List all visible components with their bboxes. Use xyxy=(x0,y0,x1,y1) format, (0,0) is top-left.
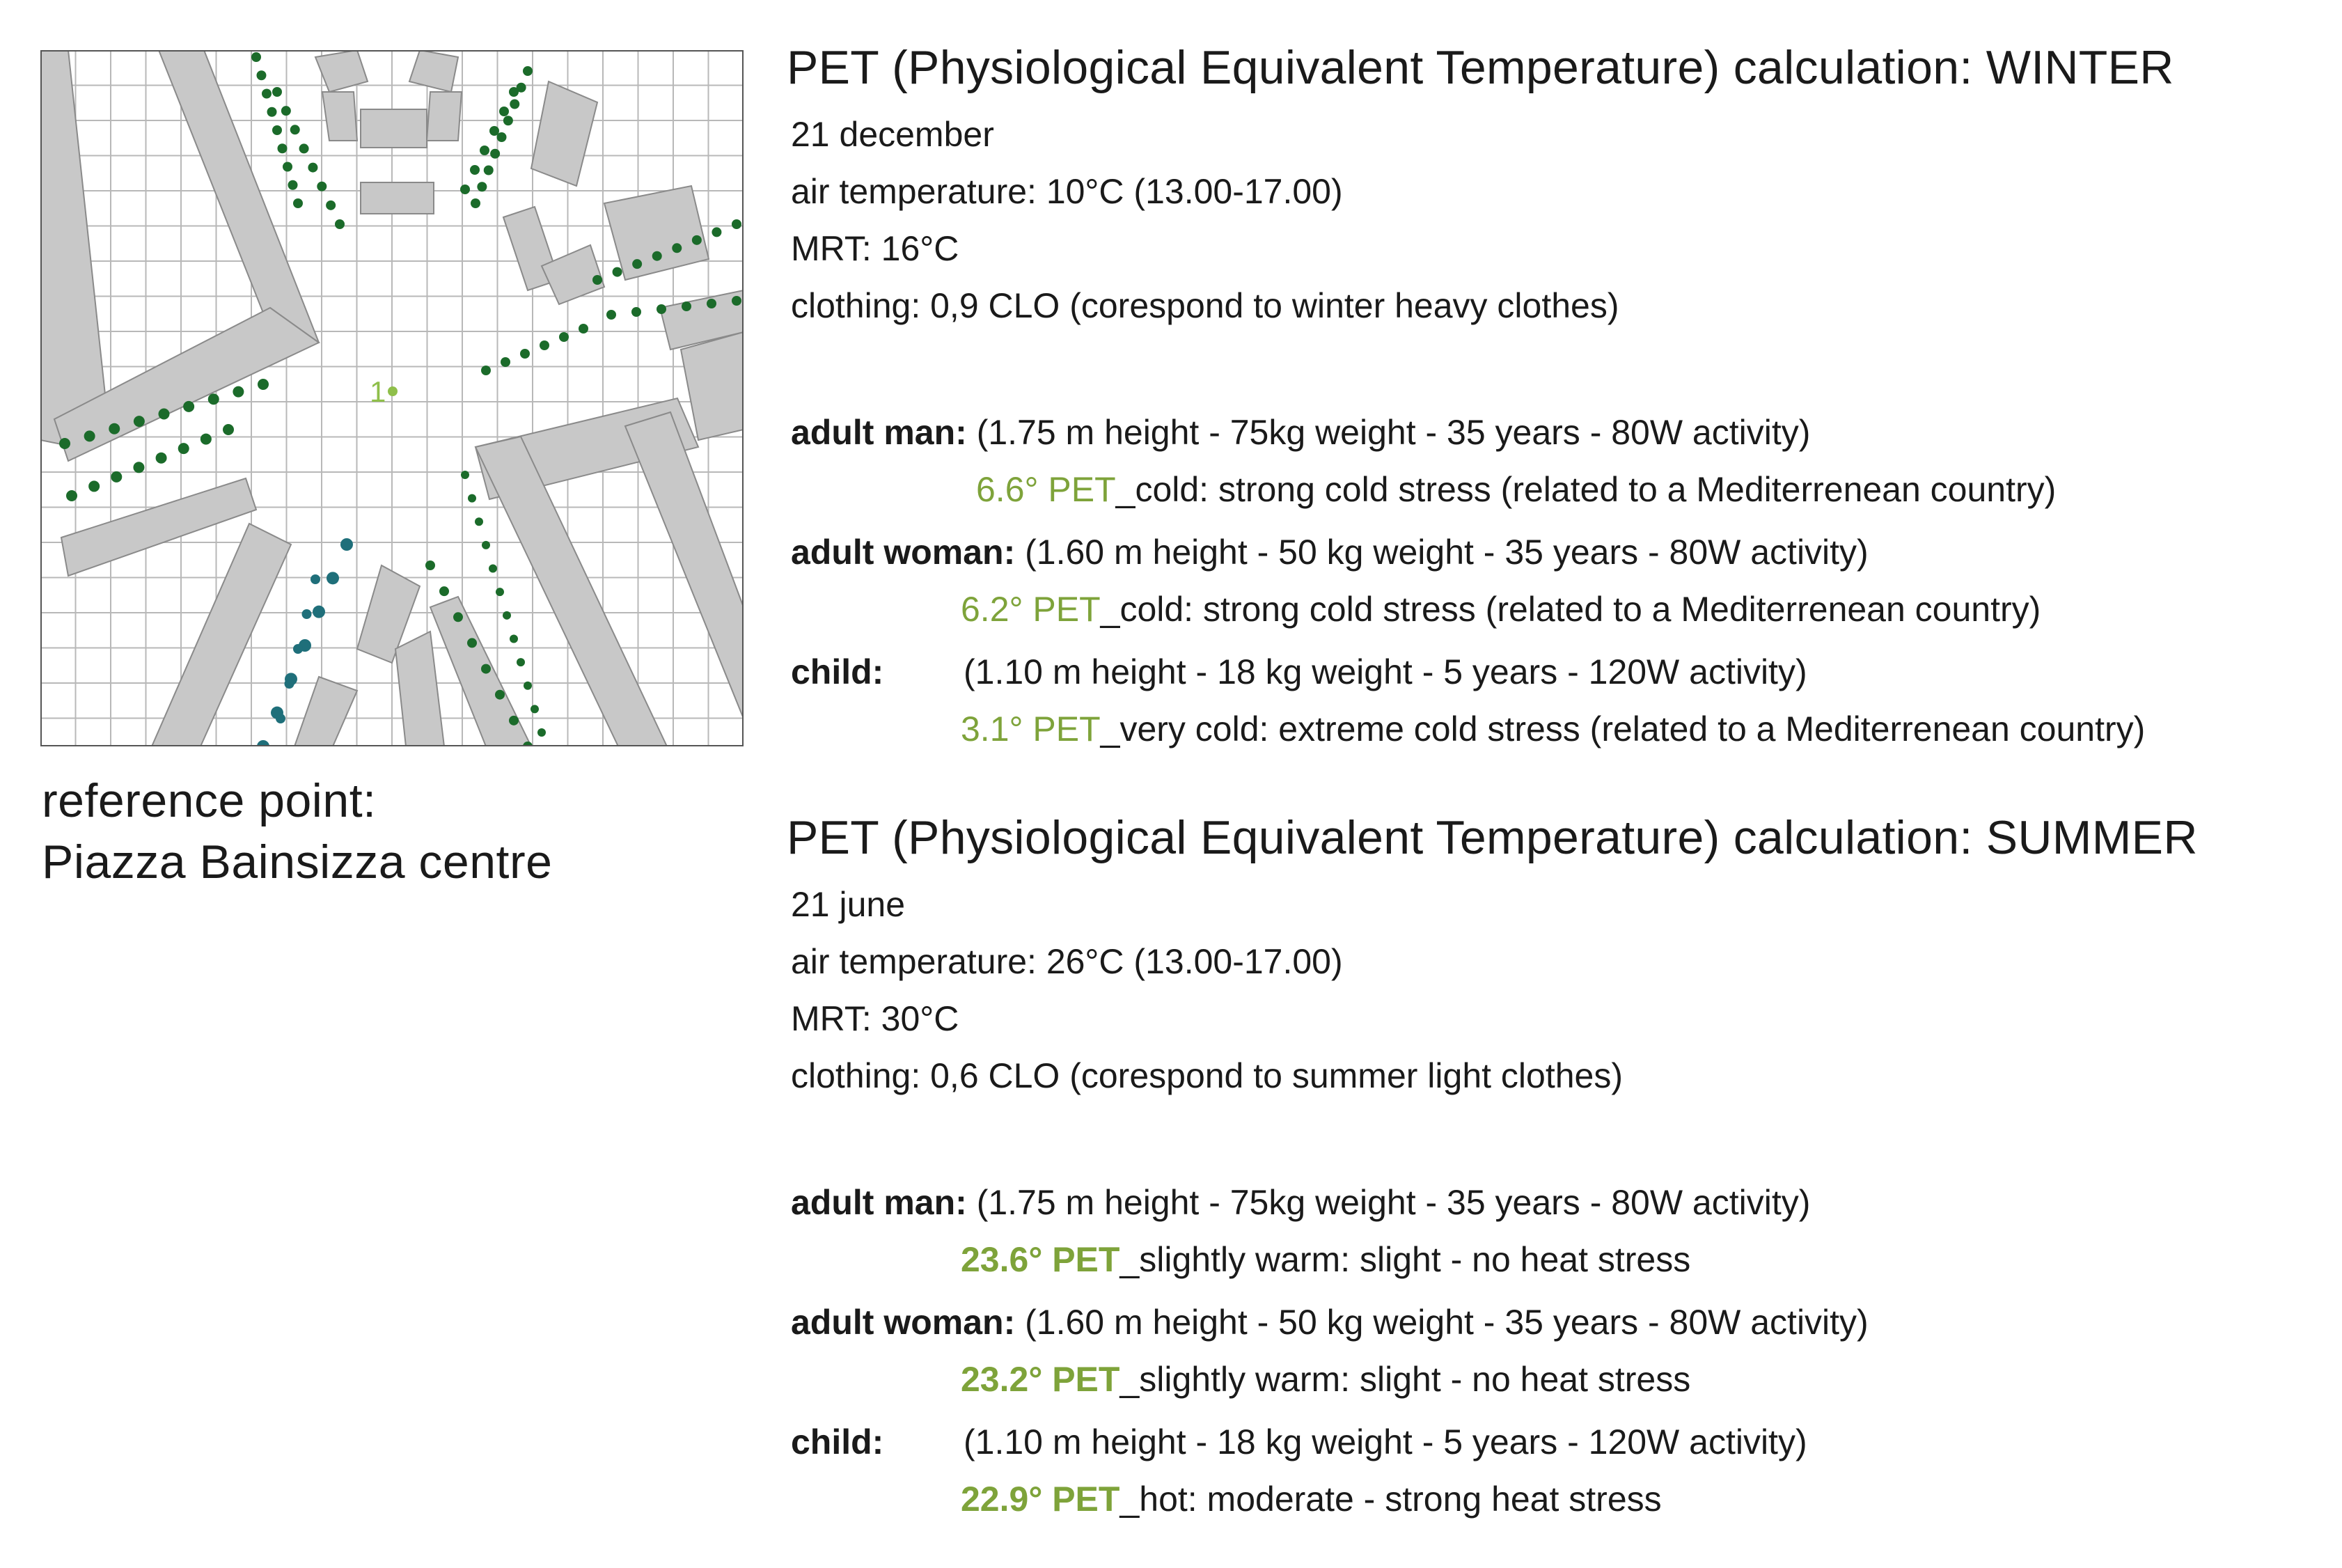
tree-icon xyxy=(84,430,95,441)
tree-icon xyxy=(453,612,463,622)
tree-icon xyxy=(531,705,539,713)
tree-icon xyxy=(460,185,470,194)
tree-icon xyxy=(470,165,480,175)
tree-icon xyxy=(540,340,549,350)
building xyxy=(361,182,434,214)
tree-icon xyxy=(692,235,702,245)
tree-icon xyxy=(258,379,269,390)
tree-icon xyxy=(439,586,449,596)
tree-icon xyxy=(109,423,120,434)
winter-air-temperature: air temperature: 10°C (13.00-17.00) xyxy=(791,172,1343,211)
tree-icon xyxy=(251,52,261,62)
tree-icon xyxy=(471,198,480,208)
winter-child xyxy=(787,643,2318,758)
tree-icon xyxy=(278,143,288,153)
tree-icon xyxy=(223,424,234,435)
pet-result: _cold: strong cold stress (related to a Mediterrenean country) xyxy=(1100,590,2041,629)
tree-icon xyxy=(134,416,145,427)
tree-icon xyxy=(111,471,122,483)
tree-icon xyxy=(475,517,483,526)
tree-icon xyxy=(517,658,525,666)
person-spec: (1.75 m height - 75kg weight - 35 years - 80W activity) xyxy=(966,413,1811,452)
tree-icon xyxy=(484,166,494,175)
reference-caption xyxy=(42,770,552,893)
reference-point-dot xyxy=(388,386,398,396)
summer-section xyxy=(787,806,2318,1528)
pet-value: 22.9° PET xyxy=(961,1480,1120,1519)
reference-caption-line2: Piazza Bainsizza centre xyxy=(42,836,553,888)
tree-icon xyxy=(503,611,511,620)
tree-icon xyxy=(732,296,741,306)
tree-icon xyxy=(183,401,194,412)
tree-icon xyxy=(481,664,491,674)
tree-icon xyxy=(159,409,170,420)
tree-icon xyxy=(262,89,272,99)
tree-icon xyxy=(503,116,513,125)
winter-date: 21 december xyxy=(791,115,994,154)
summer-adult-woman xyxy=(787,1294,2318,1408)
tree-icon xyxy=(156,453,167,464)
tree-icon xyxy=(495,690,505,700)
tree-icon xyxy=(682,301,691,311)
tree-icon xyxy=(510,634,518,643)
tree-icon xyxy=(481,366,491,375)
tree-icon xyxy=(657,304,666,314)
tree-icon xyxy=(59,438,70,449)
winter-title: PET (Physiological Equivalent Temperature) calculation: WINTER xyxy=(787,41,2174,94)
tree-icon xyxy=(579,324,588,334)
building xyxy=(361,109,427,148)
winter-clothing: clothing: 0,9 CLO (corespond to winter heavy clothes) xyxy=(791,286,1619,325)
tree-icon xyxy=(520,349,530,359)
person-name: adult man: xyxy=(791,1183,967,1222)
pet-result: _cold: strong cold stress (related to a Mediterrenean country) xyxy=(1115,470,2057,509)
tree-icon xyxy=(523,66,533,76)
summer-date: 21 june xyxy=(791,885,906,924)
person-spec: (1.60 m height - 50 kg weight - 35 years - 80W activity) xyxy=(1015,1303,1869,1342)
tree-icon xyxy=(208,393,219,405)
tree-icon xyxy=(133,462,144,473)
tree-icon xyxy=(293,198,303,208)
reference-caption-line1: reference point: xyxy=(42,774,377,827)
tree-icon xyxy=(327,572,339,584)
tree-icon xyxy=(293,644,303,654)
person-spec: (1.60 m height - 50 kg weight - 35 years - 80W activity) xyxy=(1015,533,1869,572)
tree-icon xyxy=(509,716,519,726)
pet-result: _slightly warm: slight - no heat stress xyxy=(1119,1240,1691,1279)
person-name: adult man: xyxy=(791,413,967,452)
tree-icon xyxy=(489,565,497,573)
tree-icon xyxy=(632,259,642,269)
tree-icon xyxy=(606,310,616,320)
tree-icon xyxy=(732,219,741,229)
tree-icon xyxy=(501,357,510,367)
tree-icon xyxy=(281,106,291,116)
tree-icon xyxy=(489,126,499,136)
tree-icon xyxy=(707,299,716,308)
tree-icon xyxy=(482,541,490,549)
tree-icon xyxy=(335,219,345,229)
tree-icon xyxy=(477,182,487,191)
person-spec: (1.75 m height - 75kg weight - 35 years - 80W activity) xyxy=(966,1183,1811,1222)
person-name: adult woman: xyxy=(791,1303,1016,1342)
tree-icon xyxy=(66,490,77,501)
tree-icon xyxy=(480,146,489,155)
tree-icon xyxy=(267,107,277,117)
tree-icon xyxy=(461,471,469,479)
tree-icon xyxy=(272,125,282,135)
building xyxy=(322,92,357,141)
summer-adult-man xyxy=(787,1174,2318,1288)
tree-icon xyxy=(88,480,100,492)
site-plan-map xyxy=(40,50,744,746)
tree-icon xyxy=(613,267,622,277)
tree-icon xyxy=(468,494,476,503)
pet-result: _very cold: extreme cold stress (related to a Mediterrenean country) xyxy=(1100,709,2146,748)
tree-icon xyxy=(308,163,317,173)
tree-icon xyxy=(672,243,682,253)
tree-icon xyxy=(233,386,244,398)
tree-icon xyxy=(290,125,300,134)
tree-icon xyxy=(340,538,353,551)
pet-value: 6.6° PET xyxy=(976,470,1116,509)
tree-icon xyxy=(302,609,312,619)
pet-value: 23.2° PET xyxy=(961,1360,1120,1399)
summer-child xyxy=(787,1413,2318,1528)
tree-icon xyxy=(276,714,285,723)
person-name: child: xyxy=(791,652,884,691)
tree-icon xyxy=(313,606,325,618)
winter-mrt: MRT: 16°C xyxy=(791,229,959,268)
tree-icon xyxy=(652,251,662,261)
tree-icon xyxy=(326,201,336,210)
summer-clothing: clothing: 0,6 CLO (corespond to summer light clothes) xyxy=(791,1056,1623,1095)
tree-icon xyxy=(712,227,721,237)
summer-title: PET (Physiological Equivalent Temperature) calculation: SUMMER xyxy=(787,811,2198,864)
tree-icon xyxy=(178,443,189,454)
tree-icon xyxy=(285,679,294,689)
tree-icon xyxy=(272,87,282,97)
tree-icon xyxy=(299,143,309,153)
tree-icon xyxy=(490,149,500,159)
pet-result: _hot: moderate - strong heat stress xyxy=(1119,1480,1662,1519)
tree-icon xyxy=(467,638,477,648)
tree-icon xyxy=(537,728,546,737)
tree-icon xyxy=(631,307,641,317)
pet-value: 23.6° PET xyxy=(961,1240,1120,1279)
person-spec: (1.10 m height - 18 kg weight - 5 years - 120W activity) xyxy=(964,652,1807,691)
tree-icon xyxy=(499,107,509,116)
tree-icon xyxy=(496,588,504,596)
winter-adult-woman xyxy=(787,524,2318,638)
tree-icon xyxy=(510,100,519,109)
tree-icon xyxy=(524,682,532,690)
person-name: child: xyxy=(791,1422,884,1461)
tree-icon xyxy=(257,70,267,80)
summer-mrt: MRT: 30°C xyxy=(791,999,959,1038)
pet-value: 6.2° PET xyxy=(961,590,1101,629)
tree-icon xyxy=(201,434,212,445)
tree-icon xyxy=(317,182,327,191)
tree-icon xyxy=(288,180,298,190)
person-spec: (1.10 m height - 18 kg weight - 5 years - 120W activity) xyxy=(964,1422,1807,1461)
pet-value: 3.1° PET xyxy=(961,709,1101,748)
winter-section xyxy=(787,36,2318,758)
pet-result: _slightly warm: slight - no heat stress xyxy=(1119,1360,1691,1399)
summer-air-temperature: air temperature: 26°C (13.00-17.00) xyxy=(791,942,1343,981)
tree-icon xyxy=(592,275,602,285)
tree-icon xyxy=(283,162,292,172)
tree-icon xyxy=(425,560,435,570)
winter-adult-man xyxy=(787,404,2318,518)
person-name: adult woman: xyxy=(791,533,1016,572)
tree-icon xyxy=(311,574,320,584)
tree-icon xyxy=(509,87,519,97)
building xyxy=(427,92,462,141)
reference-point-label: 1 xyxy=(370,375,386,408)
tree-icon xyxy=(559,332,569,342)
